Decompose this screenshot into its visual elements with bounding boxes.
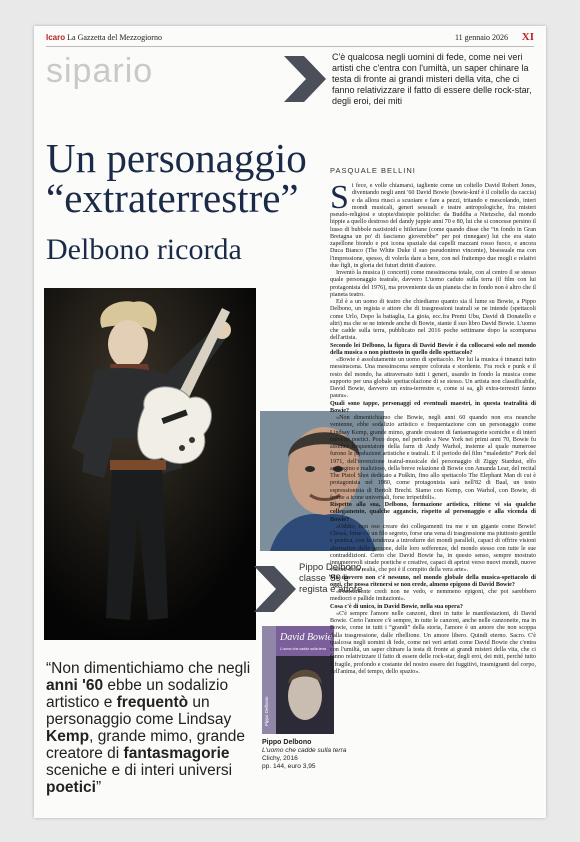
bowie-guitar-illustration [44,288,256,640]
headline-line-2: “extraterrestre” [46,175,299,221]
pull-quote-emphasis: frequentò [116,694,189,711]
book-cover-title: David Bowie [280,632,332,643]
chevron-right-icon [254,566,296,612]
interview-answer: «Non dimentichiamo che Bowie, negli anni 60 quando non era neanche ventenne, ebbe sodalizio artistico e frequentazione con un personaggio come Lindsay Kemp, grande mimo, grande creatore di fantasmagorie sceniche e di interi universi poetici. Poco dopo, nel periodo a New York nei primi anni 70, Bowie fu assiduo frequentatore della farm di Andy Warhol, insieme al quale numerose furono le produzioni artistiche e teatrali. E il periodo del film “maledetto” Pork del 1971, dell'invenzione teatral-musicale del personaggio di Ziggy Stardust, elfo androgino e malizioso, della breve relazione di Bowie con Amanda Lear, del recital The Pistol Shot dedicato a Puškin, fino allo spettacolo The Elephant Man di cui è protagonista nel 1980, come protagonista sarà nell'82 di Baal, un testo espressionista di Bertolt Brecht. Siamo con Kemp, con Warhol, con Bowie, di fronte a icone universali, forse irripetibili». [330,415,536,501]
pull-quote-emphasis: poetici [46,779,96,796]
supplement-name: Icaro [46,33,66,42]
book-caption-publisher: Clichy, 2016 [262,755,298,762]
pull-quote-text: ebbe un sodalizio artistico e [46,677,229,711]
author-byline: PASQUALE BELLINI [330,166,416,175]
page-number: XI [521,31,534,43]
headline-line-1: Un personaggio [46,135,307,181]
interview-answer: «Francamente credi non ne vedo, e nemmeno epigoni, che poi sarebbero mediocri e pallide imitazioni». [330,589,536,603]
book-caption-author: Pippo Delbono [262,739,312,746]
pull-quote-emphasis: anni '60 [46,677,104,694]
pull-quote-text: sceniche e di interi universi [46,762,233,779]
newspaper-brand [46,33,162,42]
interview-answer: «Bowie è assolutamente un uomo di spettacolo. Per lui la musica è innanzi tutto messinscena. Una messinscena sempre colorata e stordente. Fra rock e punk e il resto del mondo, ha attraversato tutti i generi, usando in fondo la musica come supporto per una globale spettacolazione di se stesso. Un artista non classificabile, David Bowie, davvero un extra-terrestre e, come si sa, gli extra-terrestri fanno paura». [330,357,536,400]
pull-quote-text: , grande mimo, grande creatore di [46,728,246,762]
section-title: sipario [46,52,154,90]
pull-quote-text: ” [95,779,102,796]
book-cover-subtitle: L'uomo che cadde sulla terra [280,647,327,651]
book-cover [262,626,334,734]
pull-quote-emphasis: fantasmagorie [123,745,230,762]
pull-quote-text: un personaggio come Lindsay [46,694,232,728]
article-paragraph: Si fece, e volle chiamarsi, tagliente come un coltello David Robert Jones, diventando negli anni '60 David Bowie (bowie-knif è il coltello da caccia) e da allora riuscì a scuoiare e fare a pezzi, tritando e mescolando, interi mondi musicali, generi sessuali e teatre antropologiche, fra misteri pseudo-religiosi e utopie/distopie politiche: da Buddha a Nietzsche, dal mondo hippie a quello destroso del dandy juppie anni 70 e 80, lui che si concesse persino il lusso di bubbole nazistoidi e hitleriane (come quando disse che “in fondo in Gran Bretagna un po' di fascismo gioverebbe” per poi rinnegare) lui che era stato zapellone biondo e poi icona spaziale dai capelli mazzani rosso fuoco, e ancora Duca Bianco (The White Duke il suo pseudonimo vincente), bisessuale ma con l'impressione, spesso, di volerla dare a bere, con nel frattempo due mogli e relativi due figli, in gloria dei futuri diritti d'autore. [330,179,536,269]
interview-question: Quali sono tappe, personaggi ed eventuali maestri, in questa teatralità di Bowie? [330,400,536,414]
article-paragraph: Inventò la musica (i concerti) come messinscena totale, con al centro il se stesso quale personaggio teatrale, davvero L'uomo caduto sulla terra (il film con lui protagonista del 1976), ma proveniente da un pianeta che in fondo non è altro che il pianeta teatro. [330,270,536,298]
book-caption-title: L'uomo che cadde sulla terra [262,747,347,754]
book-cover-illustration [262,626,334,734]
top-quote: C'è qualcosa negli uomini di fede, come nei veri artisti che c'entra con l'umiltà, un saper chinare la testa di fronte ai grandi misteri della vita, che ci fanno relativizzare il fatto di essere delle rock-star, degli eroi, dei miti [332,52,532,106]
newspaper-page [34,26,546,818]
newspaper-name: La Gazzetta del Mezzogiorno [67,33,162,42]
photo-caption: Pippo Delbono, classe '59 è regista e attore [299,562,364,595]
interview-question: Cosa c'è di unico, in David Bowie, nella sua opera? [330,603,463,610]
book-caption [262,739,372,771]
interview-question: Ma davvero non c'è nessuno, nel mondo globale della musica-spettacolo di oggi, che possa ritenersi se non erede, almeno epigono di David Bowie? [330,574,536,588]
page-header [46,32,534,47]
bowie-concert-photo [44,288,256,640]
interview-question: Secondo lei Delbono, la figura di David Bowie è da collocarsi solo nel mondo della musica o non piuttosto in quello dello spettacolo? [330,342,536,356]
pull-quote [46,660,261,796]
pull-quote-text: “Non dimentichiamo che negli [46,660,251,677]
chevron-right-icon [284,56,326,102]
book-caption-details: pp. 144, euro 3,95 [262,763,316,770]
article-paragraph: Ed è a un uomo di teatro che chiediamo quanto sia il lume su Bowie, a Pippo Delbono, un regista e attore che di trasgressioni teatrali se ne intende (spettacoli come Urlo, Dopo la battaglia, La gioia, ecc.fra Premi Ubu, David di Donatello e altri) ma che se ne intende anche di Bowie, stante il suo libro David Bowie. L'uomo che cadde sulla terra, pubblicato nel 2016 poche settimane dopo la scomparsa dell'artista. [330,299,536,342]
headline [46,135,316,221]
interview-question: Rispetto alla sua, Delbono, formazione artistica, ritiene vi sia qualche collegamento, qualche aggancio, rispetto al personaggio e alla vicenda di Bowie? [330,502,536,523]
article-body [330,179,536,676]
book-spine-author: Pippo Delbono [264,696,269,726]
issue-date: 11 gennaio 2026 [454,33,508,42]
pull-quote-emphasis: Kemp [46,728,90,745]
interview-answer: «Oddio, non oso creare dei collegamenti tra me e un gigante come Bowie! Chissà, forse c'è un filo segreto, forse una vena di trasgressione ma piuttosto gentile e poetica, con la tendenza a introdurre dei mondi paralleli, capaci di offrire visioni alternative delle persone, delle loro sofferenze, del mondo stesso con tutte le sue contraddizioni. Certo che David Bowie ha, in questo senso, sempre mostrato innumerevoli strade poetiche e creative, capaci di aprirsi verso nuovi mondi, nuove visioni della realtà, che poi è il compito della vera arte». [330,523,536,574]
headline-subtitle: Delbono ricorda [46,233,242,266]
interview-answer: «C'è sempre l'amore nelle canzoni, direi in tutte le manifestazioni, di David Bowie. Certo l'amore c'è sempre, in tutte le canzoni, anche nelle canzonette, ma in Bowie, come in tutti i “grandi” della storia, l'amore è un amore che non scoppa dalla trasgressione, dalle ribellione. Un amore libero. Quindi eterno. Sacro. C'è qualcosa negli uomini di fede, come nei veri artisti come David Bowie che c'entra con l'umiltà, un saper chinare la testa di fronte ai grandi misteri della vita, che ci fanno relativizzare il fatto di essere delle rock-star, degli eroi, dei miti, perché tutto è fragile, profondo e costante del nostro essere dei fuggitivi, trasmigranti del corpo, dell'anima, del tempo, dello spazio». [330,610,536,675]
